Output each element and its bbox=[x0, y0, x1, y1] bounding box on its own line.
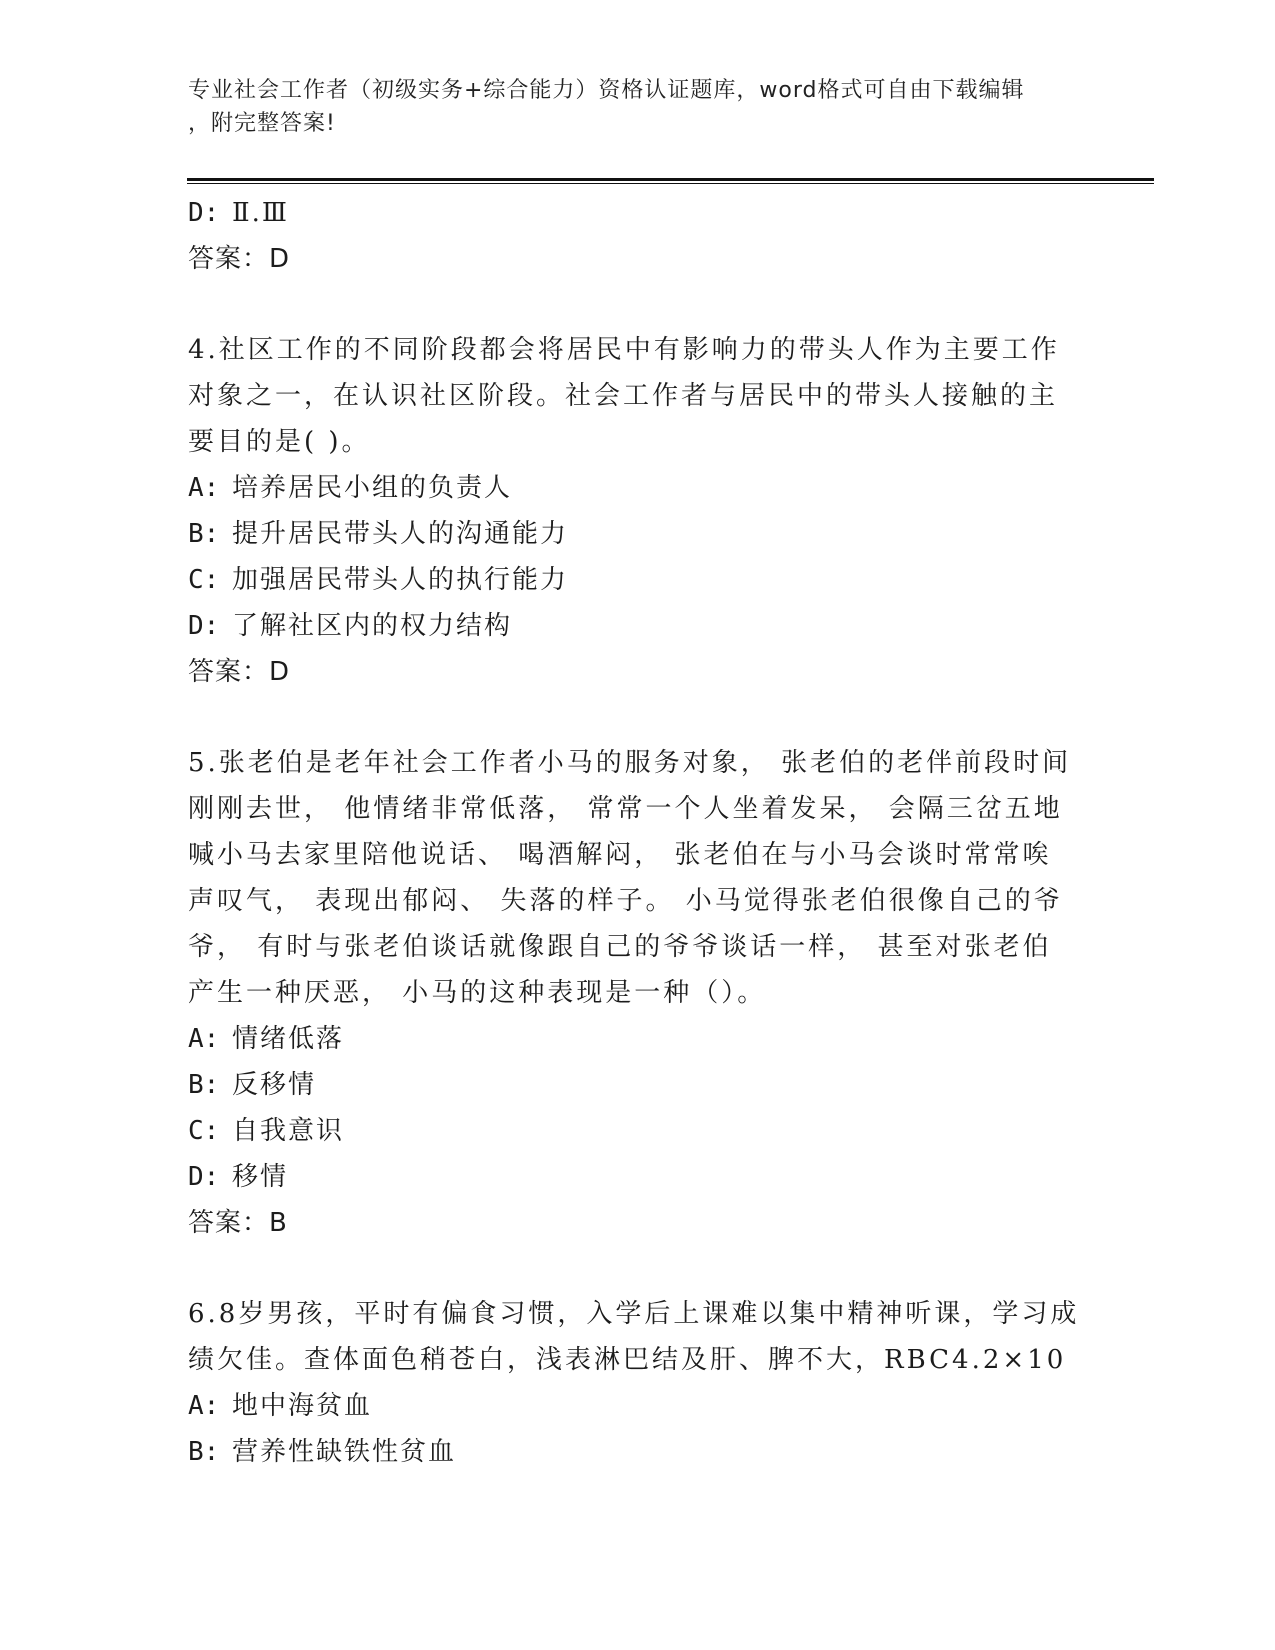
question-stem bbox=[188, 740, 1088, 1016]
option-letter: A: bbox=[188, 1024, 220, 1054]
option-c bbox=[188, 557, 1088, 603]
option-letter: A: bbox=[188, 473, 220, 503]
stem-line: 6.8岁男孩，平时有偏食习惯，入学后上课难以集中精神听课，学习成 bbox=[188, 1299, 1080, 1329]
option-letter: D: bbox=[188, 198, 220, 228]
option-text: 培养居民小组的负责人 bbox=[232, 473, 513, 503]
prev-question bbox=[188, 190, 1088, 282]
stem-line: 爷， 有时与张老伯谈话就像跟自己的爷爷谈话一样， 甚至对张老伯 bbox=[188, 932, 1052, 962]
stem-line: 4.社区工作的不同阶段都会将居民中有影响力的带头人作为主要工作 bbox=[188, 335, 1060, 365]
option-text: 地中海贫血 bbox=[232, 1391, 373, 1421]
stem-line: 产生一种厌恶， 小马的这种表现是一种（）。 bbox=[188, 978, 767, 1008]
option-b bbox=[188, 1429, 1088, 1475]
header-line-2: ，附完整答案! bbox=[188, 111, 336, 136]
option-letter: B: bbox=[188, 519, 220, 549]
question-stem bbox=[188, 327, 1088, 465]
question-6 bbox=[188, 1291, 1088, 1475]
stem-line: 要目的是( )。 bbox=[188, 427, 371, 457]
stem-line: 刚刚去世， 他情绪非常低落， 常常一个人坐着发呆， 会隔三岔五地 bbox=[188, 794, 1063, 824]
option-b bbox=[188, 511, 1088, 557]
header-line-1: 专业社会工作者（初级实务+综合能力）资格认证题库，word格式可自由下载编辑 bbox=[188, 78, 1025, 103]
option-letter: C: bbox=[188, 565, 220, 595]
stem-line: 对象之一，在认识社区阶段。社会工作者与居民中的带头人接触的主 bbox=[188, 381, 1059, 411]
option-c bbox=[188, 1108, 1088, 1154]
option-letter: D: bbox=[188, 611, 220, 641]
answer: 答案：D bbox=[188, 657, 291, 687]
option-text: 加强居民带头人的执行能力 bbox=[232, 565, 569, 595]
stem-line: 声叹气， 表现出郁闷、 失落的样子。 小马觉得张老伯很像自己的爷 bbox=[188, 886, 1063, 916]
document-header bbox=[188, 74, 1088, 140]
document-body bbox=[188, 190, 1088, 1475]
stem-line: 5.张老伯是老年社会工作者小马的服务对象， 张老伯的老伴前段时间 bbox=[188, 748, 1072, 778]
header-rule-thick bbox=[187, 178, 1154, 181]
option-a bbox=[188, 1016, 1088, 1062]
option-d bbox=[188, 603, 1088, 649]
question-5 bbox=[188, 740, 1088, 1246]
header-rule-thin bbox=[187, 183, 1154, 184]
answer: 答案：D bbox=[188, 244, 291, 274]
option-b bbox=[188, 1062, 1088, 1108]
option-letter: D: bbox=[188, 1162, 220, 1192]
option-text: 情绪低落 bbox=[232, 1024, 345, 1054]
option-text: 了解社区内的权力结构 bbox=[232, 611, 513, 641]
option-text: 移情 bbox=[232, 1162, 289, 1192]
answer: 答案：B bbox=[188, 1208, 288, 1238]
option-text: Ⅱ.Ⅲ bbox=[232, 198, 290, 228]
option-text: 提升居民带头人的沟通能力 bbox=[232, 519, 569, 549]
question-stem bbox=[188, 1291, 1088, 1383]
spacer bbox=[188, 695, 1088, 740]
option-d bbox=[188, 190, 1088, 236]
option-d bbox=[188, 1154, 1088, 1200]
option-text: 营养性缺铁性贫血 bbox=[232, 1437, 457, 1467]
spacer bbox=[188, 282, 1088, 327]
stem-line: 喊小马去家里陪他说话、 喝酒解闷， 张老伯在与小马会谈时常常唉 bbox=[188, 840, 1052, 870]
spacer bbox=[188, 1246, 1088, 1291]
option-letter: A: bbox=[188, 1391, 220, 1421]
option-letter: B: bbox=[188, 1070, 220, 1100]
stem-line: 绩欠佳。查体面色稍苍白，浅表淋巴结及肝、脾不大，RBC4.2×10 bbox=[188, 1345, 1067, 1375]
option-text: 自我意识 bbox=[232, 1116, 345, 1146]
option-letter: C: bbox=[188, 1116, 220, 1146]
option-text: 反移情 bbox=[232, 1070, 317, 1100]
option-letter: B: bbox=[188, 1437, 220, 1467]
option-a bbox=[188, 465, 1088, 511]
question-4 bbox=[188, 327, 1088, 695]
option-a bbox=[188, 1383, 1088, 1429]
